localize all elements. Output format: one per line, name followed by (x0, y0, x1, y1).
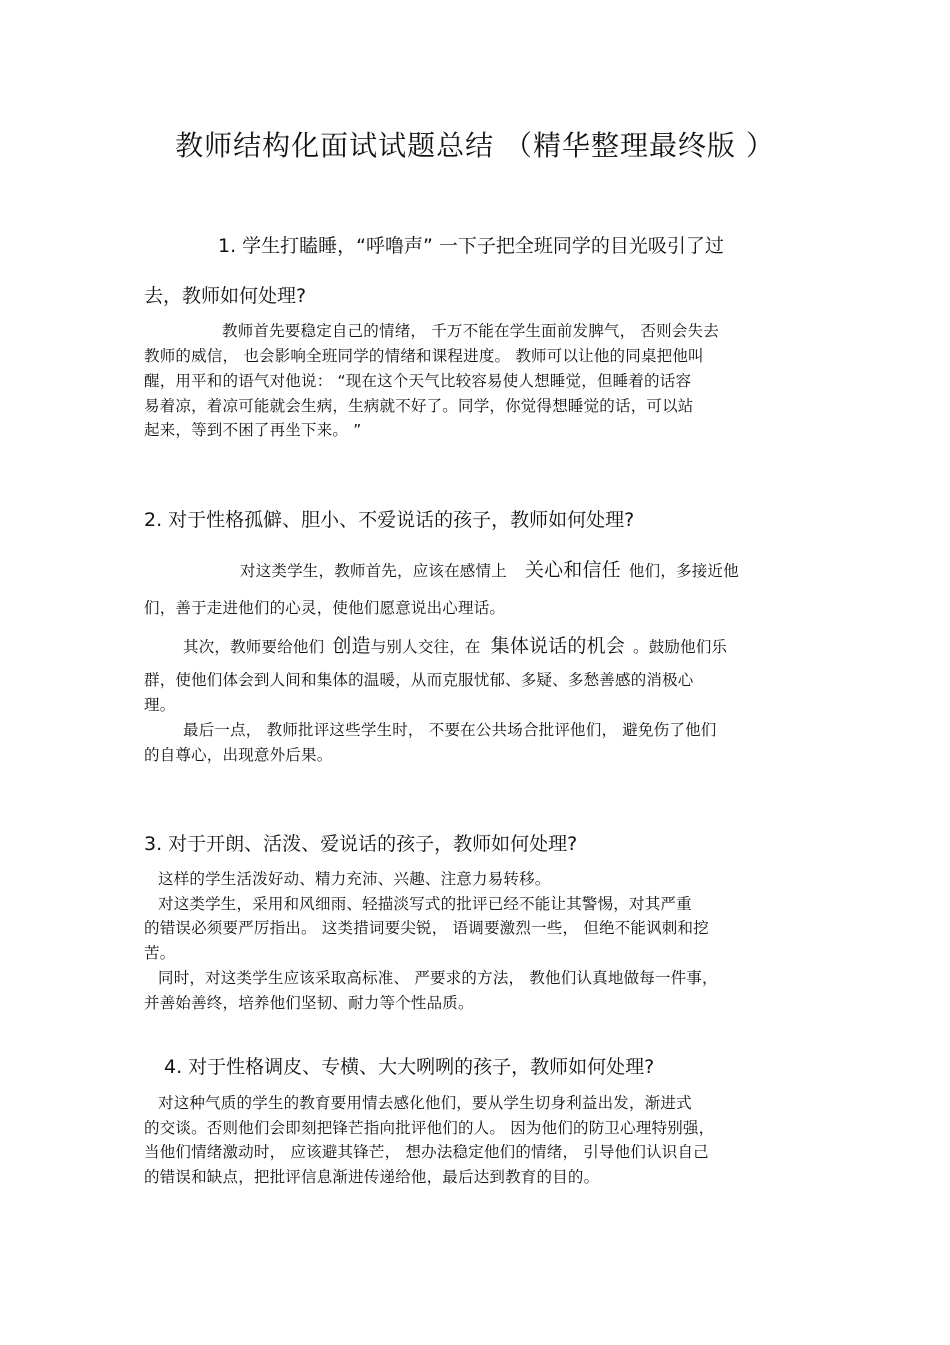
q2-para2-line-3: 理。 (144, 696, 176, 714)
q2-para2-text-c: 。鼓励他们乐 (633, 638, 728, 656)
q3-body-line-6: 并善始善终，培养他们坚韧、耐力等个性品质。 (144, 994, 474, 1012)
q2-para3-line-1: 最后一点， 教师批评这些学生时， 不要在公共场合批评他们， 避免伤了他们 (183, 721, 717, 739)
q2-para2-emphasis-2: 集体说话的机会 (490, 635, 626, 657)
q2-para2-line-1 (183, 631, 727, 658)
q4-body-line-2: 的交谈。否则他们会即刻把锋芒指向批评他们的人。 因为他们的防卫心理特别强， (144, 1119, 715, 1137)
q1-body-line-5: 起来，等到不困了再坐下来。 ” (144, 421, 362, 439)
document-title: 教师结构化面试试题总结 （精华整理最终版 ） (175, 129, 775, 162)
q4-body-line-3: 当他们情绪激动时， 应该避其锋芒， 想办法稳定他们的情绪， 引导他们认识自己 (144, 1143, 709, 1161)
q3-body-line-3: 的错误必须要严厉指出。 这类措词要尖锐， 语调要激烈一些， 但绝不能讽刺和挖 (144, 919, 709, 937)
q2-para1-text-a: 对这类学生，教师首先，应该在感情上 (240, 562, 507, 580)
q2-para3-line-2: 的自尊心，出现意外后果。 (144, 746, 333, 764)
q2-para1-line-2: 们，善于走进他们的心灵，使他们愿意说出心理话。 (144, 599, 506, 617)
q1-body-line-3: 醒，用平和的语气对他说： “现在这个天气比较容易使人想睡觉，但睡着的话容 (144, 372, 692, 390)
q1-body-line-1: 教师首先要稳定自己的情绪， 千万不能在学生面前发脾气， 否则会失去 (222, 322, 719, 340)
q1-question-line-2: 去，教师如何处理? (144, 285, 307, 307)
q3-body-line-2: 对这类学生，采用和风细雨、轻描淡写式的批评已经不能让其警惕，对其严重 (158, 895, 692, 913)
q4-body-line-4: 的错误和缺点，把批评信息渐进传递给他，最后达到教育的目的。 (144, 1168, 600, 1186)
q3-question: 3. 对于开朗、活泼、爱说话的孩子，教师如何处理? (144, 833, 578, 855)
q2-para1-text-b: 他们，多接近他 (628, 562, 739, 580)
q2-para2-text-b: 与别人交往，在 (370, 638, 481, 656)
q4-question: 4. 对于性格调皮、专横、大大咧咧的孩子，教师如何处理? (164, 1056, 655, 1078)
q3-body-line-1: 这样的学生活泼好动、精力充沛、兴趣、注意力易转移。 (158, 870, 551, 888)
q2-para2-line-2: 群，使他们体会到人间和集体的温暖，从而克服忧郁、多疑、多愁善感的消极心 (144, 671, 694, 689)
q2-para1-line-1 (240, 555, 739, 582)
q2-para2-text-a: 其次，教师要给他们 (183, 638, 325, 656)
q2-question: 2. 对于性格孤僻、胆小、不爱说话的孩子，教师如何处理? (144, 509, 635, 531)
q1-body-line-4: 易着凉，着凉可能就会生病，生病就不好了。同学，你觉得想睡觉的话，可以站 (144, 397, 694, 415)
q4-body-line-1: 对这种气质的学生的教育要用情去感化他们，要从学生切身利益出发，渐进式 (158, 1094, 692, 1112)
q2-para1-emphasis: 关心和信任 (524, 559, 621, 581)
q2-para2-emphasis-1: 创造 (332, 635, 371, 657)
q3-body-line-4: 苦。 (144, 944, 176, 962)
q1-body-line-2: 教师的威信， 也会影响全班同学的情绪和课程进度。 教师可以让他的同桌把他叫 (144, 347, 704, 365)
q3-body-line-5: 同时，对这类学生应该采取高标准、 严要求的方法， 教他们认真地做每一件事， (158, 969, 718, 987)
q1-question-line-1: 1. 学生打瞌睡，“呼噜声” 一下子把全班同学的目光吸引了过 (218, 235, 724, 257)
